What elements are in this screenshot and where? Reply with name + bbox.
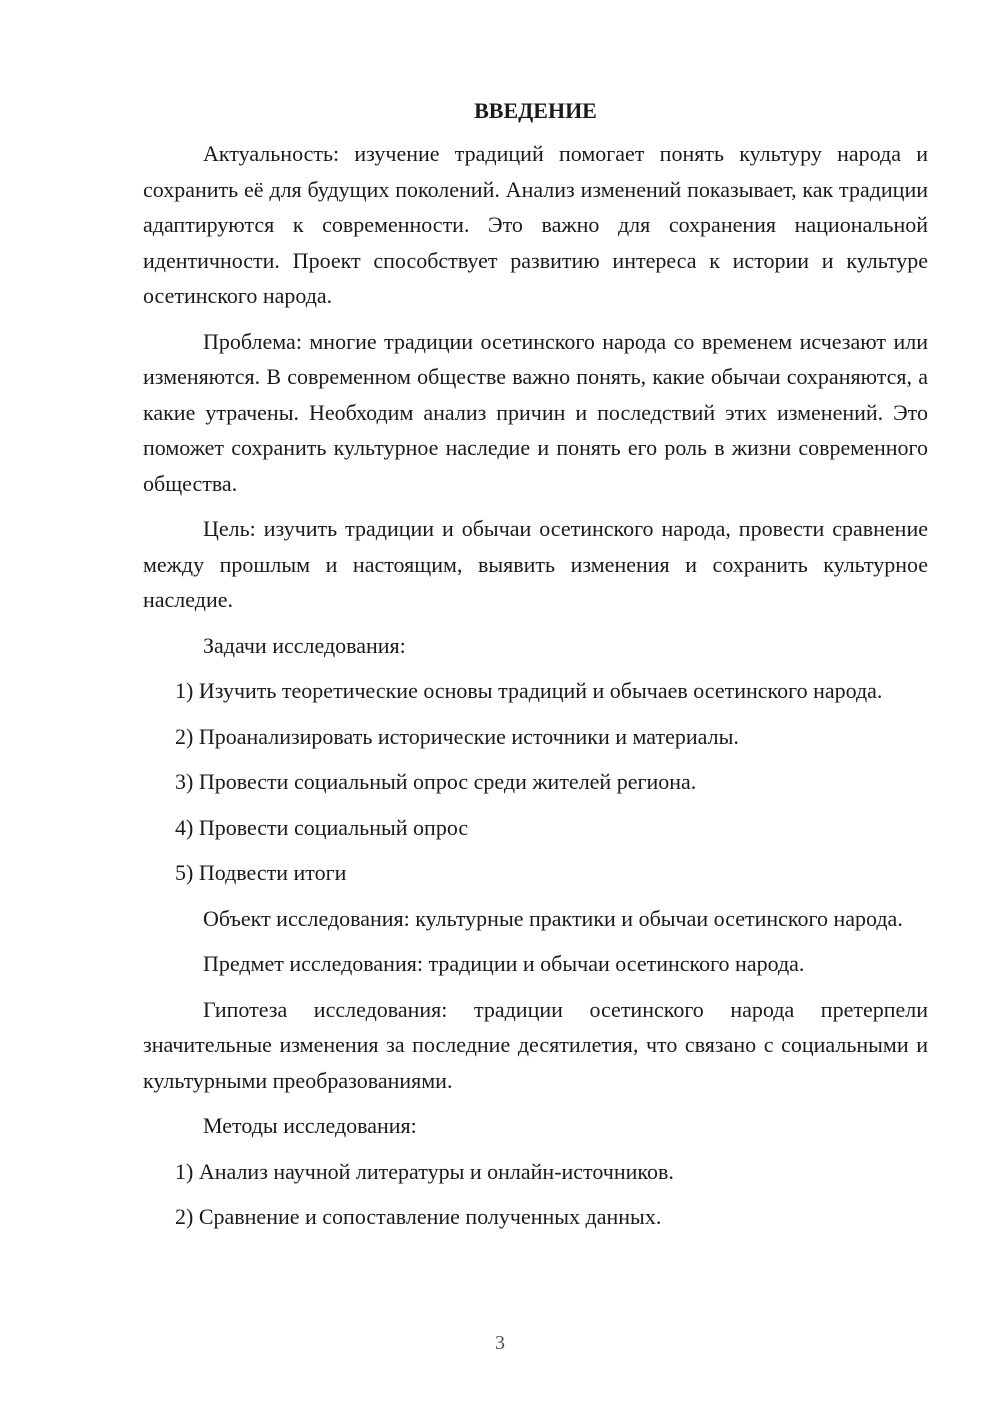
tasks-heading: Задачи исследования:	[203, 632, 406, 658]
hypothesis-paragraph: Гипотеза исследования: традиции осетинского народа претерпели значительные изменения за последние десятилетия, что связано с социальными и культурными преобразованиями.	[143, 996, 928, 1093]
method-item: 2) Сравнение и сопоставление полученных данных.	[175, 1204, 662, 1229]
page-number: 3	[495, 1332, 505, 1354]
task-item: 2) Проанализировать исторические источники и материалы.	[175, 723, 739, 749]
subject-paragraph: Предмет исследования: традиции и обычаи осетинского народа.	[203, 951, 805, 976]
section-title: ВВЕДЕНИЕ	[474, 98, 597, 123]
goal-paragraph: Цель: изучить традиции и обычаи осетинского народа, провести сравнение между прошлым и настоящим, выявить изменения и сохранить культурное наследие.	[143, 516, 928, 612]
methods-heading: Методы исследования:	[203, 1113, 417, 1138]
task-item: 1) Изучить теоретические основы традиций и обычаев осетинского народа.	[175, 678, 883, 703]
method-item: 1) Анализ научной литературы и онлайн-источников.	[175, 1158, 674, 1184]
task-item: 4) Провести социальный опрос	[175, 814, 469, 840]
document-page	[143, 96, 928, 1245]
object-paragraph: Объект исследования: культурные практики и обычаи осетинского народа.	[203, 905, 903, 931]
task-item: 5) Подвести итоги	[175, 860, 347, 885]
problem-paragraph: Проблема: многие традиции осетинского народа со временем исчезают или изменяются. В современном обществе важно понять, какие обычаи сохраняются, а какие утрачены. Необходим анализ причин и последствий этих изменений. Это поможет сохранить культурное наследие и понять его роль в жизни современного общества.	[143, 328, 928, 496]
actuality-paragraph: Актуальность: изучение традиций помогает понять культуру народа и сохранить её для будущих поколений. Анализ изменений показывает, как традиции адаптируются к современности. Это важно для сохранения национальной идентичности. Проект способствует развитию интереса к истории и культуре осетинского народа.	[143, 141, 928, 308]
task-item: 3) Провести социальный опрос среди жителей региона.	[175, 769, 697, 794]
